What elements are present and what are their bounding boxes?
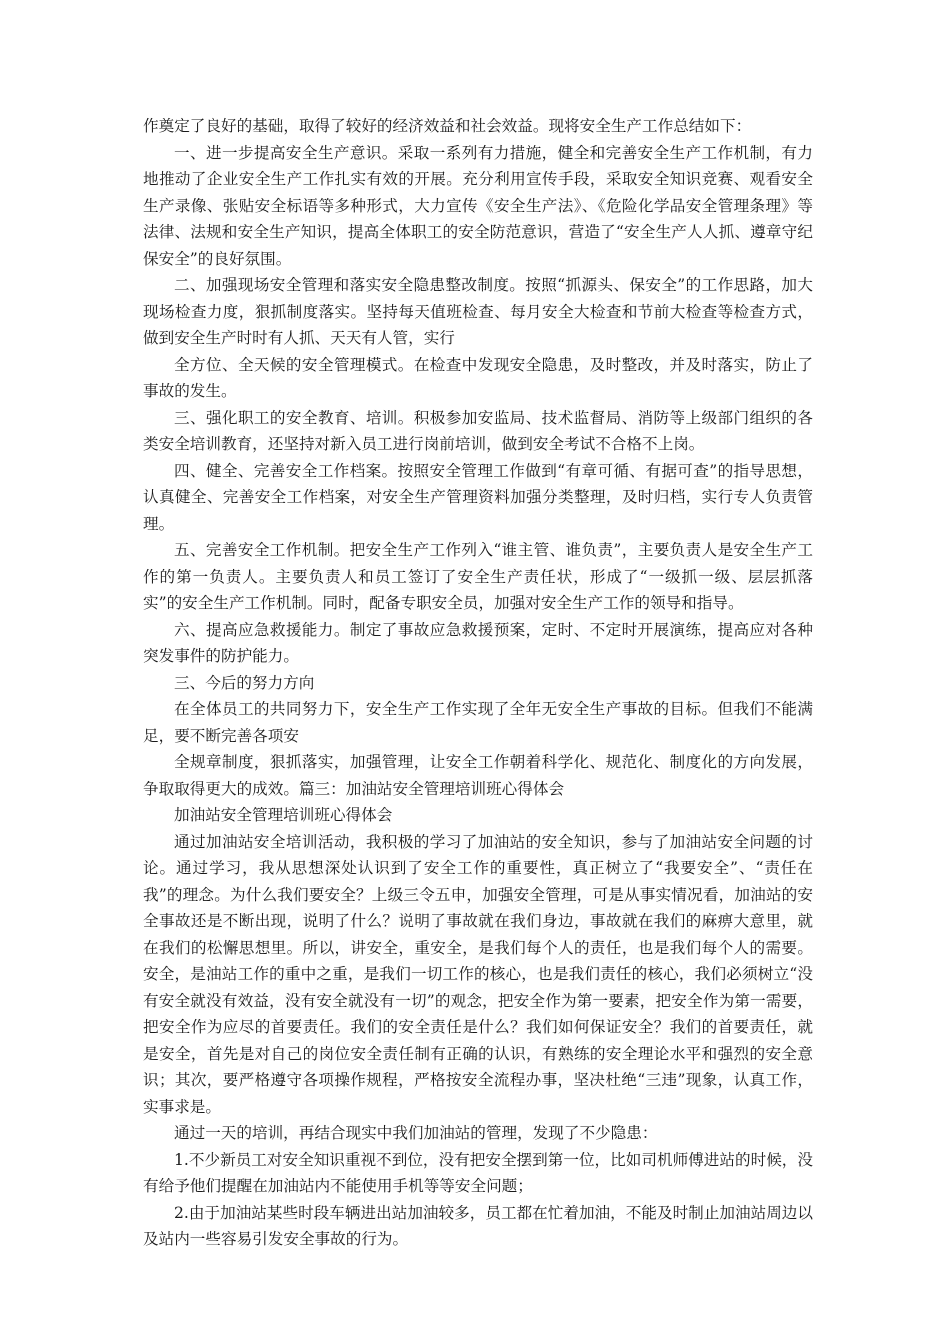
document-body bbox=[143, 113, 813, 1253]
paragraph: 二、加强现场安全管理和落实安全隐患整改制度。按照“抓源头、保安全”的工作思路，加大现场检查力度，狠抓制度落实。坚持每天值班检查、每月安全大检查和节前大检查等检查方式，做到安全生产时时有人抓、天天有人管，实行 bbox=[143, 276, 813, 347]
paragraph: 通过加油站安全培训活动，我积极的学习了加油站的安全知识，参与了加油站安全问题的讨论。通过学习，我从思想深处认识到了安全工作的重要性，真正树立了“我要安全”、“责任在我”的理念。为什么我们要安全？上级三令五申，加强安全管理，可是从事实情况看，加油站的安全事故还是不断出现，说明了什么？说明了事故就在我们身边，事故就在我们的麻痹大意里，就在我们的松懈思想里。所以，讲安全，重安全，是我们每个人的责任，也是我们每个人的需要。安全，是油站工作的重中之重，是我们一切工作的核心，也是我们责任的核心，我们必须树立“没有安全就没有效益，没有安全就没有一切”的观念，把安全作为第一要素，把安全作为第一需要，把安全作为应尽的首要责任。我们的安全责任是什么？我们如何保证安全？我们的首要责任，就是安全，首先是对自己的岗位安全责任制有正确的认识，有熟练的安全理论水平和强烈的安全意识；其次，要严格遵守各项操作规程，严格按安全流程办事，坚决杜绝“三违”现象，认真工作，实事求是。 bbox=[143, 832, 813, 1116]
paragraph: 三、强化职工的安全教育、培训。积极参加安监局、技术监督局、消防等上级部门组织的各类安全培训教育，还坚持对新入员工进行岗前培训，做到安全考试不合格不上岗。 bbox=[143, 408, 813, 453]
section-heading: 三、今后的努力方向 bbox=[174, 673, 315, 692]
paragraph: 一、进一步提高安全生产意识。采取一系列有力措施，健全和完善安全生产工作机制，有力地推动了企业安全生产工作扎实有效的开展。充分利用宣传手段，采取安全知识竞赛、观看安全生产录像、张贴安全标语等多种形式，大力宣传《安全生产法》、《危险化学品安全管理条理》等法律、法规和安全生产知识，提高全体职工的安全防范意识，营造了“安全生产人人抓、遵章守纪保安全”的良好氛围。 bbox=[143, 143, 813, 268]
paragraph: 全规章制度，狠抓落实，加强管理，让安全工作朝着科学化、规范化、制度化的方向发展，争取取得更大的成效。篇三：加油站安全管理培训班心得体会 bbox=[143, 753, 813, 798]
paragraph: 通过一天的培训，再结合现实中我们加油站的管理，发现了不少隐患： bbox=[174, 1124, 658, 1142]
paragraph: 五、完善安全工作机制。把安全生产工作列入“谁主管、谁负责”，主要负责人是安全生产工作的第一负责人。主要负责人和员工签订了安全生产责任状，形成了“一级抓一级、层层抓落实”的安全生产工作机制。同时，配备专职安全员，加强对安全生产工作的领导和指导。 bbox=[143, 541, 813, 612]
paragraph: 六、提高应急救援能力。制定了事故应急救援预案，定时、不定时开展演练，提高应对各种突发事件的防护能力。 bbox=[143, 620, 813, 665]
paragraph: 在全体员工的共同努力下，安全生产工作实现了全年无安全生产事故的目标。但我们不能满足，要不断完善各项安 bbox=[143, 700, 813, 745]
paragraph: 全方位、全天候的安全管理模式。在检查中发现安全隐患，及时整改，并及时落实，防止了事故的发生。 bbox=[143, 355, 813, 400]
list-item: 2.由于加油站某些时段车辆进出站加油较多，员工都在忙着加油，不能及时制止加油站周边以及站内一些容易引发安全事故的行为。 bbox=[143, 1203, 813, 1248]
paragraph: 四、健全、完善安全工作档案。按照安全管理工作做到“有章可循、有据可查”的指导思想，认真健全、完善安全工作档案，对安全生产管理资料加强分类整理，及时归档，实行专人负责管理。 bbox=[143, 461, 813, 533]
list-item: 1.不少新员工对安全知识重视不到位，没有把安全摆到第一位，比如司机师傅进站的时候，没有给予他们提醒在加油站内不能使用手机等等安全问题； bbox=[143, 1150, 813, 1195]
paragraph: 作奠定了良好的基础，取得了较好的经济效益和社会效益。现将安全生产工作总结如下： bbox=[143, 117, 752, 135]
article-title: 加油站安全管理培训班心得体会 bbox=[174, 806, 393, 824]
